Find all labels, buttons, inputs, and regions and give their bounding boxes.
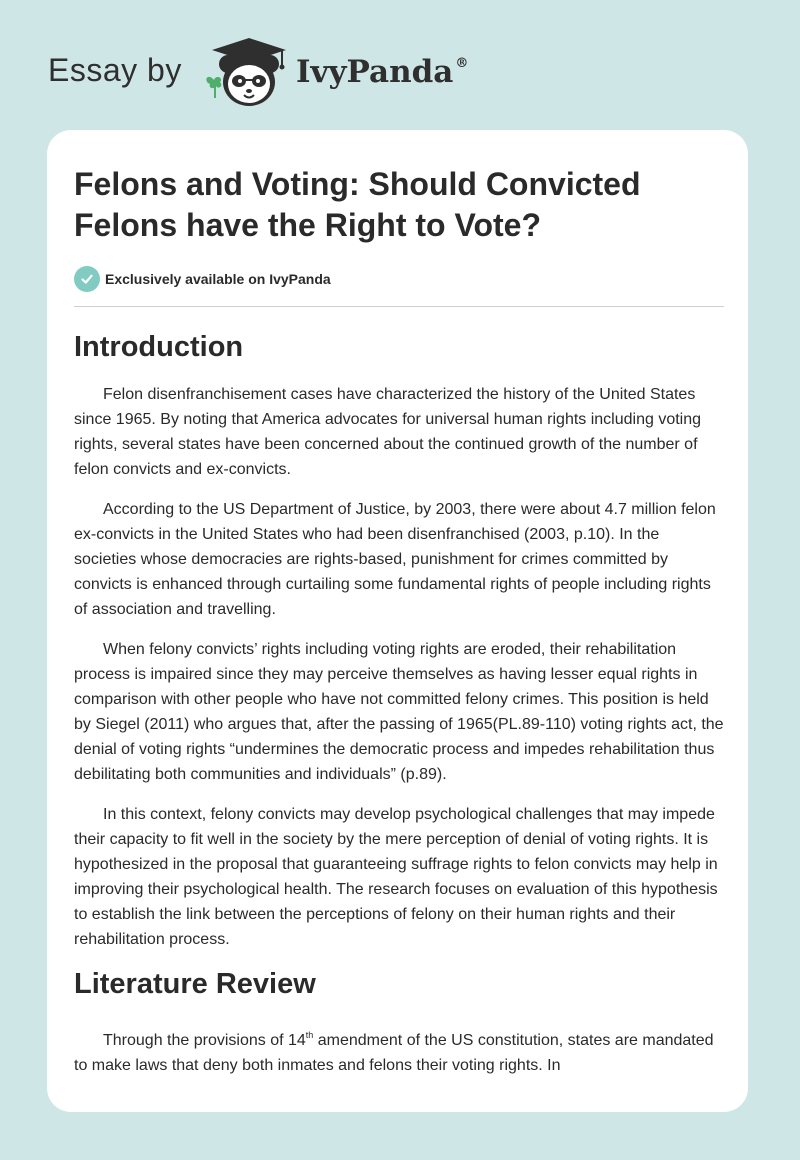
paragraph: In this context, felony convicts may develop psychological challenges that may impede their capacity to fit well in the society by the mere perception of denial of voting rights. It is hypothesized in the proposal that guaranteeing suffrage rights to felon convicts may help in improving their psychological health. The research focuses on evaluation of this hypothesis to establish the link between the perceptions of felony on their human rights and their rehabilitation process. bbox=[74, 806, 718, 948]
brand-name[interactable]: IvyPanda ® bbox=[296, 54, 469, 90]
paragraph: Felon disenfranchisement cases have characterized the history of the United States since 1965. By noting that America advocates for universal human rights including voting rights, several states have been concerned about the continued growth of the number of felon convicts and ex-convicts. bbox=[74, 386, 702, 478]
paragraph: According to the US Department of Justice, by 2003, there were about 4.7 million felon ex-convicts in the United States who had been disenfranchised (2003, p.10). In the societies whose democracies are rights-based, punishment for crimes committed by convicts is enhanced through curtailing some fundamental rights of people including rights of association and travelling. bbox=[74, 501, 716, 618]
paragraph: When felony convicts’ rights including voting rights are eroded, their rehabilitation process is impaired since they may perceive themselves as having lesser equal rights in comparison with other people who have not committed felony crimes. This position is held by Siegel (2011) who argues that, after the passing of 1965(PL.89-110) voting rights act, the denial of voting rights “undermines the democratic process and impedes rehabilitation thus debilitating both communities and individuals” (p.89). bbox=[74, 641, 724, 783]
essay-card bbox=[47, 130, 748, 1112]
exclusive-badge bbox=[74, 265, 724, 293]
panda-graduate-icon bbox=[200, 34, 296, 110]
check-circle-icon bbox=[74, 266, 100, 292]
section-heading-introduction: Introduction bbox=[74, 331, 244, 363]
paragraph: Through the provisions of 14th amendment of the US constitution, states are mandated to make laws that deny both inmates and felons their voting rights. In bbox=[74, 1030, 714, 1074]
registered-mark: ® bbox=[455, 56, 469, 71]
brand-prefix: Essay by bbox=[48, 52, 182, 88]
site-header bbox=[0, 0, 800, 130]
section-heading-literature-review: Literature Review bbox=[74, 968, 316, 1000]
page-title: Felons and Voting: Should Convicted Felons have the Right to Vote? bbox=[74, 166, 641, 243]
divider bbox=[74, 306, 724, 307]
badge-label: Exclusively available on IvyPanda bbox=[105, 271, 331, 287]
